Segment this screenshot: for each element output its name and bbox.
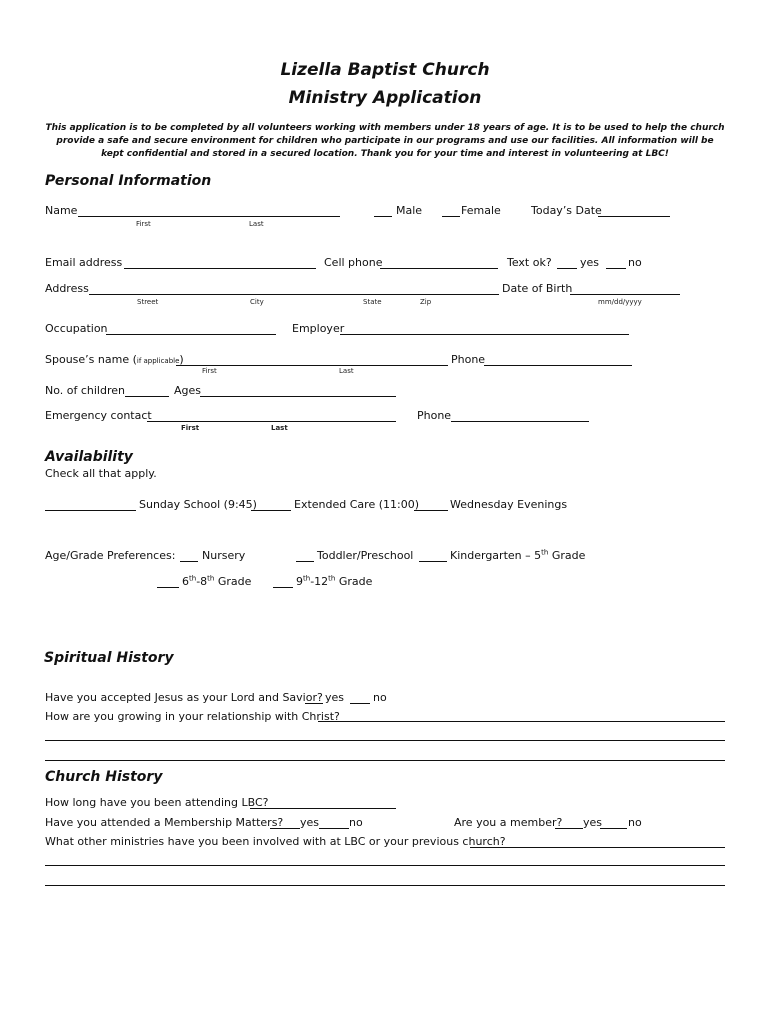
- cell-phone-label: Cell phone: [324, 256, 383, 269]
- dob-label: Date of Birth: [502, 282, 573, 295]
- other-ministries-question: What other ministries have you been involved with at LBC or your previous church?: [45, 835, 506, 848]
- growing-field-line-2[interactable]: [45, 740, 725, 741]
- wednesday-label: Wednesday Evenings: [450, 498, 568, 511]
- member-no-blank[interactable]: [600, 828, 627, 829]
- text-no-label: no: [628, 256, 642, 269]
- grade-9-12-blank[interactable]: [273, 587, 293, 588]
- emergency-phone-label: Phone: [417, 409, 452, 422]
- membership-no-blank[interactable]: [319, 828, 349, 829]
- nursery-blank[interactable]: [180, 561, 198, 562]
- growing-field[interactable]: [318, 721, 725, 722]
- text-yes-blank[interactable]: [557, 268, 577, 269]
- personal-information-heading: Personal Information: [45, 173, 212, 189]
- nursery-label: Nursery: [202, 549, 246, 562]
- name-field[interactable]: [78, 216, 340, 217]
- member-no-label: no: [628, 816, 642, 829]
- kindergarten-label: Kindergarten – 5th Grade: [450, 548, 586, 562]
- other-ministries-line-3[interactable]: [45, 885, 725, 886]
- spiritual-history-heading: Spiritual History: [44, 650, 174, 666]
- how-long-question: How long have you been attending LBC?: [45, 796, 269, 809]
- female-blank[interactable]: [442, 216, 460, 217]
- sunday-school-label: Sunday School (9:45): [139, 498, 257, 511]
- children-field[interactable]: [125, 396, 169, 397]
- zip-caption: Zip: [420, 298, 432, 306]
- accepted-yes-label: yes: [325, 691, 345, 704]
- membership-no-label: no: [349, 816, 363, 829]
- name-last-caption: Last: [249, 220, 264, 228]
- membership-matters-question: Have you attended a Membership Matters?: [45, 816, 284, 829]
- employer-label: Employer: [292, 322, 345, 335]
- spouse-phone-label: Phone: [451, 353, 486, 366]
- check-all-instruction: Check all that apply.: [45, 467, 157, 480]
- spouse-label: Spouse’s name (if applicable): [45, 353, 184, 366]
- form-title: Ministry Application: [288, 88, 482, 108]
- text-no-blank[interactable]: [606, 268, 626, 269]
- todays-date-label: Today’s Date: [531, 204, 602, 217]
- accepted-yes-blank[interactable]: [305, 703, 323, 704]
- membership-yes-blank[interactable]: [270, 828, 300, 829]
- toddler-label: Toddler/Preschool: [317, 549, 414, 562]
- accepted-no-blank[interactable]: [350, 703, 370, 704]
- female-label: Female: [461, 204, 501, 217]
- accepted-jesus-question: Have you accepted Jesus as your Lord and Savior?: [45, 691, 323, 704]
- wednesday-blank[interactable]: [414, 510, 448, 511]
- grade-6-8-label: 6th-8th Grade: [182, 574, 252, 588]
- occupation-label: Occupation: [45, 322, 108, 335]
- membership-yes-label: yes: [300, 816, 320, 829]
- emergency-last-caption: Last: [271, 424, 288, 432]
- address-field[interactable]: [89, 294, 499, 295]
- emergency-phone-field[interactable]: [451, 421, 589, 422]
- name-first-caption: First: [136, 220, 151, 228]
- state-caption: State: [363, 298, 382, 306]
- other-ministries-line-2[interactable]: [45, 865, 725, 866]
- sunday-school-blank[interactable]: [45, 510, 136, 511]
- cell-phone-field[interactable]: [380, 268, 498, 269]
- accepted-no-label: no: [373, 691, 387, 704]
- dob-field[interactable]: [570, 294, 680, 295]
- kindergarten-blank[interactable]: [419, 561, 447, 562]
- ages-label: Ages: [174, 384, 202, 397]
- availability-heading: Availability: [45, 449, 133, 465]
- grade-6-8-blank[interactable]: [157, 587, 179, 588]
- member-yes-blank[interactable]: [555, 828, 583, 829]
- church-name: Lizella Baptist Church: [280, 60, 490, 80]
- extended-care-blank[interactable]: [251, 510, 291, 511]
- grade-9-12-label: 9th-12th Grade: [296, 574, 373, 588]
- employer-field[interactable]: [340, 334, 629, 335]
- children-label: No. of children: [45, 384, 125, 397]
- emergency-contact-field[interactable]: [147, 421, 396, 422]
- street-caption: Street: [137, 298, 159, 306]
- emergency-contact-label: Emergency contact: [45, 409, 152, 422]
- emergency-first-caption: First: [181, 424, 200, 432]
- how-long-field[interactable]: [250, 808, 396, 809]
- other-ministries-field[interactable]: [470, 847, 725, 848]
- spouse-field[interactable]: [176, 365, 448, 366]
- email-label: Email address: [45, 256, 123, 269]
- dob-format-caption: mm/dd/yyyy: [598, 298, 642, 306]
- church-history-heading: Church History: [45, 769, 163, 785]
- toddler-blank[interactable]: [296, 561, 314, 562]
- address-label: Address: [45, 282, 89, 295]
- male-label: Male: [396, 204, 423, 217]
- growing-field-line-3[interactable]: [45, 760, 725, 761]
- spouse-phone-field[interactable]: [484, 365, 632, 366]
- intro-paragraph: This application is to be completed by all volunteers working with members under 18 years of age. It is to be used to help the church provide a safe and secure environment for children who participate in our programs and use our facilities. All information will be kept confidential and stored in a secured location. Thank you for your time and interest in volunteering at LBC!: [45, 123, 725, 159]
- occupation-field[interactable]: [106, 334, 276, 335]
- city-caption: City: [250, 298, 264, 306]
- spouse-last-caption: Last: [339, 367, 354, 375]
- email-field[interactable]: [124, 268, 316, 269]
- member-yes-label: yes: [583, 816, 603, 829]
- member-question: Are you a member?: [454, 816, 563, 829]
- spouse-first-caption: First: [202, 367, 217, 375]
- male-blank[interactable]: [374, 216, 392, 217]
- text-yes-label: yes: [580, 256, 600, 269]
- ages-field[interactable]: [200, 396, 396, 397]
- name-label: Name: [45, 204, 78, 217]
- growing-question: How are you growing in your relationship with Christ?: [45, 710, 340, 723]
- text-ok-label: Text ok?: [507, 256, 552, 269]
- todays-date-field[interactable]: [598, 216, 670, 217]
- extended-care-label: Extended Care (11:00): [294, 498, 419, 511]
- age-grade-preferences-label: Age/Grade Preferences:: [45, 549, 176, 562]
